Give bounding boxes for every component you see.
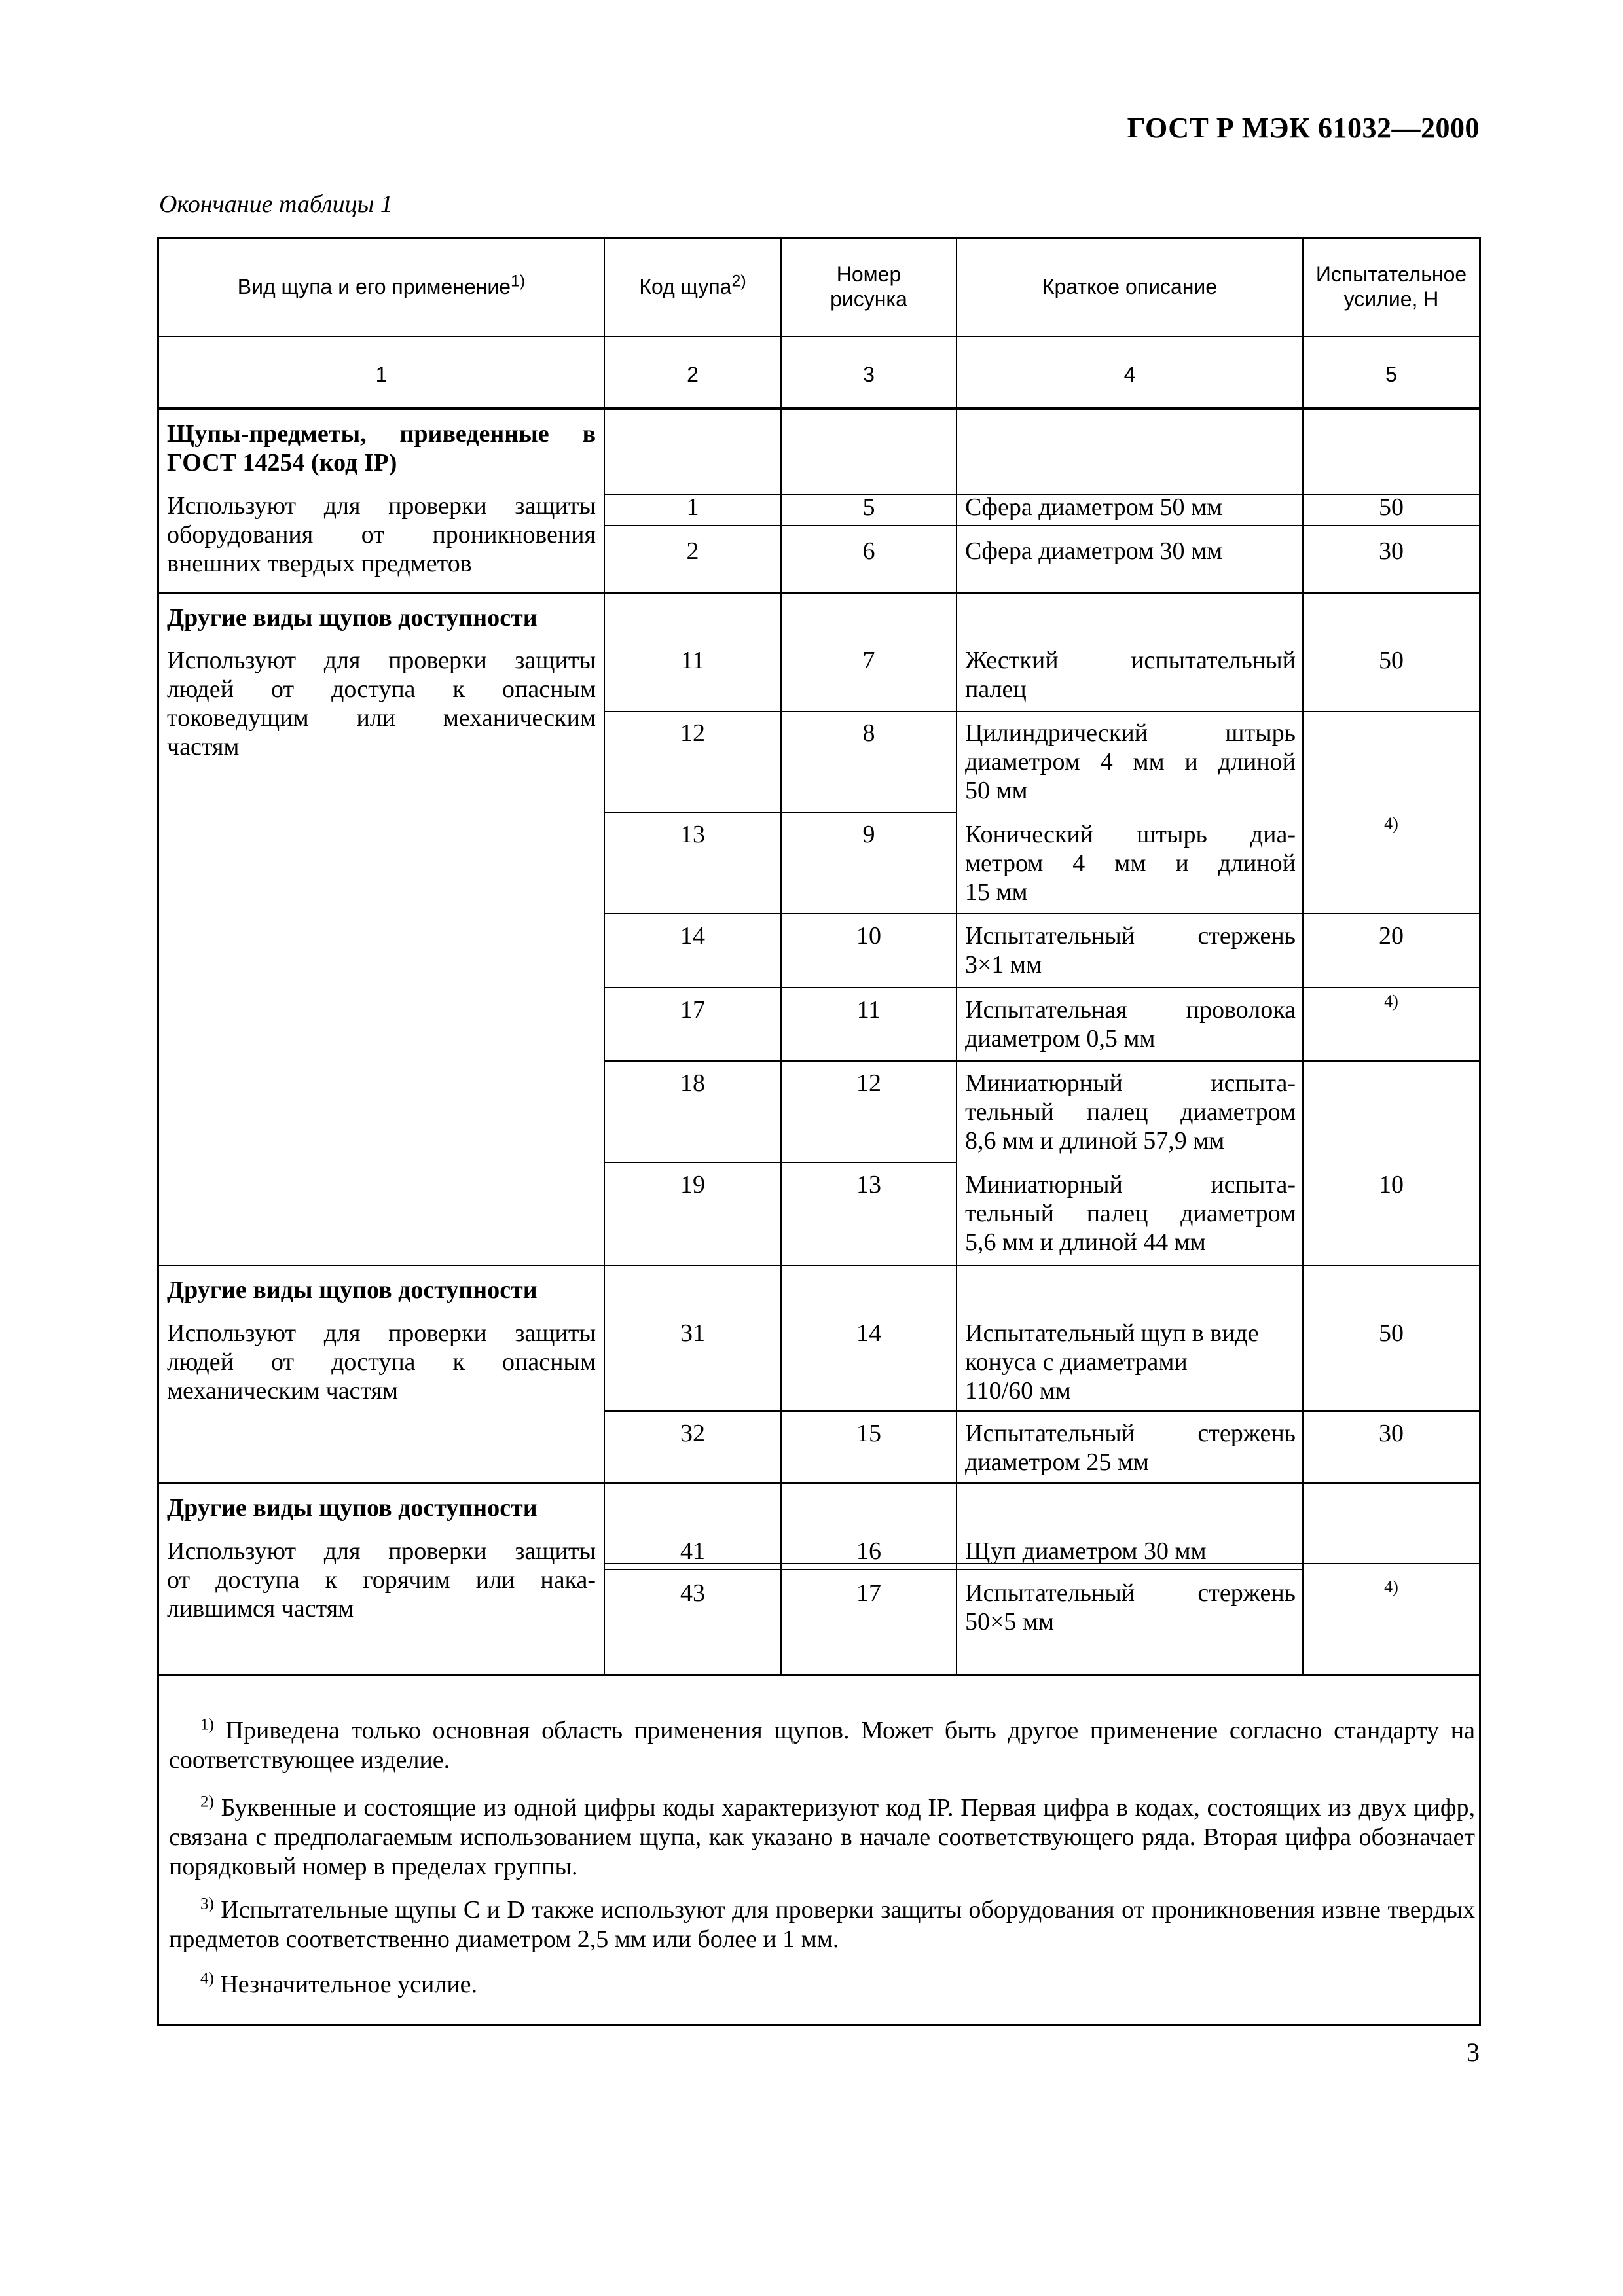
header-col5: Испытательное усилие, Н [1315, 262, 1467, 311]
group-1-title: Щупы-предметы, приведенные в ГОСТ 14254 (код IP) [167, 420, 596, 476]
row-1-figure: 5 [862, 493, 875, 521]
row-6-figure: 10 [856, 922, 881, 950]
header-col3: Номер рисунка [830, 262, 907, 311]
row-2-figure: 6 [862, 537, 875, 565]
row-9-code: 19 [680, 1171, 705, 1198]
table-caption: Окончание таблицы 1 [159, 190, 393, 218]
row-9-figure: 13 [856, 1171, 881, 1198]
row-5-figure: 9 [862, 821, 875, 848]
row-6-code: 14 [680, 922, 705, 950]
col-number-4: 4 [1123, 363, 1136, 386]
col-number-1: 1 [375, 363, 388, 386]
row-12-desc: Щуп диаметром 30 мм [965, 1537, 1207, 1565]
row-13-code: 43 [680, 1579, 705, 1607]
row-10-desc: Испытательный щуп в виде конуса с диаметрами 110/60 мм [965, 1319, 1259, 1405]
row-1-force: 50 [1379, 493, 1404, 521]
row-8-figure: 12 [856, 1069, 881, 1097]
row-4-desc: Цилиндрический штырь диаметром 4 мм и длиной 50 мм [965, 719, 1296, 804]
footnote-1: $^{1)}$ Приведена только основная область применения щупов. Может быть другое применение согласно стандарту на соответствующее изделие. [169, 1715, 1476, 1774]
footnote-3: $^{3)}$ Испытательные щупы C и D также используют для проверки защиты оборудования от проникновения извне твердых предметов соответственно диаметром 2,5 мм или более и 1 мм. [169, 1895, 1476, 1953]
row-4-figure: 8 [862, 719, 875, 747]
row-2-code: 2 [686, 537, 699, 565]
row-5-code: 13 [680, 821, 705, 848]
row-11-code: 32 [680, 1420, 705, 1447]
row-8-code: 18 [680, 1069, 705, 1097]
force-footnote-rows-12-13: 4) [1384, 814, 1398, 833]
row-4-code: 12 [680, 719, 705, 747]
row-13-figure: 17 [856, 1579, 881, 1607]
row-3-figure: 7 [862, 647, 875, 674]
header-col1: Вид щупа и его применение$^{1)}$ [237, 272, 526, 298]
group-4-usage: Используют для проверки защиты от доступа к горячим или нака- лившимся частям [167, 1537, 596, 1623]
row-9-desc: Миниатюрный испыта- тельный палец диаметром 5,6 мм и длиной 44 мм [965, 1171, 1296, 1256]
page-number: 3 [1467, 2037, 1480, 2067]
row-2-force: 30 [1379, 537, 1404, 565]
row-3-force: 50 [1379, 647, 1404, 674]
col-number-3: 3 [863, 363, 875, 386]
header-col4: Краткое описание [1042, 275, 1218, 298]
group-3-title: Другие виды щупов доступности [167, 1276, 538, 1304]
row-12-figure: 16 [856, 1537, 881, 1565]
row-8-desc: Миниатюрный испыта- тельный палец диаметром 8,6 мм и длиной 57,9 мм [965, 1069, 1296, 1155]
row-12-code: 41 [680, 1537, 705, 1565]
group-4-title: Другие виды щупов доступности [167, 1494, 538, 1522]
row-6-desc: Испытательный стержень 3×1 мм [965, 922, 1296, 978]
row-7-code: 17 [680, 996, 705, 1024]
footnote-2: $^{2)}$ Буквенные и состоящие из одной цифры коды характеризуют код IP. Первая цифра в кодах, состоящих из двух цифр, связана с предполагаемым использованием щупа, как указано в начале соответствующего ряда. Вторая цифра обозначает порядковый номер в пределах группы. [169, 1793, 1476, 1880]
force-rows-18-19: 10 [1379, 1171, 1404, 1198]
row-11-force: 30 [1379, 1420, 1404, 1447]
col-number-2: 2 [687, 363, 699, 386]
row-5-desc: Конический штырь диа- метром 4 мм и длиной 15 мм [965, 821, 1296, 906]
group-1-usage: Используют для проверки защиты оборудования от проникновения внешних твердых предметов [167, 492, 596, 577]
col-number-5: 5 [1385, 363, 1397, 386]
footnote-4: $^{4)}$ Незначительное усилие. [200, 1969, 478, 1998]
row-7-figure: 11 [856, 996, 881, 1024]
row-10-code: 31 [680, 1319, 705, 1347]
group-2-usage: Используют для проверки защиты людей от доступа к опасным токоведущим или механическим частям [167, 647, 596, 761]
header-col2: Код щупа$^{2)}$ [639, 272, 746, 298]
row-11-figure: 15 [856, 1420, 881, 1447]
row-10-force: 50 [1379, 1319, 1404, 1347]
group-3-usage: Используют для проверки защиты людей от доступа к опасным механическим частям [167, 1319, 596, 1405]
row-7-desc: Испытательная проволока диаметром 0,5 мм [965, 996, 1296, 1052]
group-2-title: Другие виды щупов доступности [167, 604, 538, 632]
row-10-figure: 14 [856, 1319, 881, 1347]
force-footnote-row-17: 4) [1384, 992, 1398, 1011]
row-6-force: 20 [1379, 922, 1404, 950]
force-footnote-rows-41-43: 4) [1384, 1577, 1398, 1596]
row-11-desc: Испытательный стержень диаметром 25 мм [965, 1420, 1296, 1476]
row-3-code: 11 [680, 647, 705, 674]
row-2-desc: Сфера диаметром 30 мм [965, 537, 1223, 565]
row-13-desc: Испытательный стержень 50×5 мм [965, 1579, 1296, 1636]
row-1-code: 1 [686, 493, 699, 521]
row-3-desc: Жесткий испытательный палец [965, 647, 1296, 703]
row-1-desc: Сфера диаметром 50 мм [965, 493, 1223, 521]
document-id-header: ГОСТ Р МЭК 61032—2000 [1127, 112, 1480, 144]
